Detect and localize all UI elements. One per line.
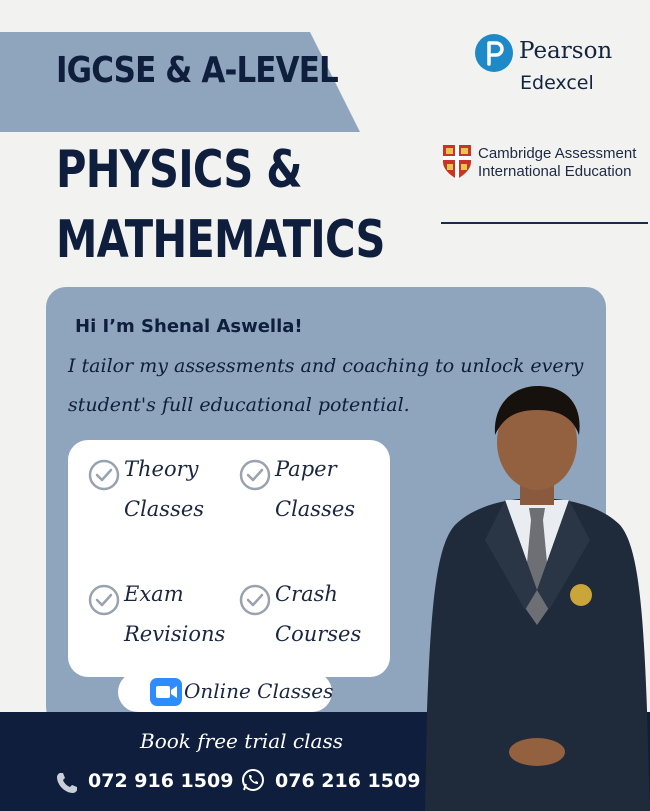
greeting: Hi I’m Shenal Aswella!	[75, 316, 303, 337]
headline-line-1: PHYSICS &	[56, 140, 302, 200]
headline-line-2: MATHEMATICS	[56, 210, 385, 270]
clasped-hands	[509, 738, 565, 766]
tutor-photo	[425, 380, 650, 811]
tagline-line-1: I tailor my assessments and coaching to unlock every	[68, 355, 584, 377]
pearson-name: Pearson	[519, 38, 613, 64]
divider-line	[441, 222, 648, 224]
service-line-2: Classes	[124, 497, 205, 521]
tagline-line-2: student's full educational potential.	[68, 394, 410, 416]
check-circle-icon	[88, 459, 120, 491]
cambridge-line-1: Cambridge Assessment	[478, 145, 637, 162]
edexcel-name: Edexcel	[520, 72, 594, 94]
book-trial-cta[interactable]: Book free trial class	[140, 729, 343, 753]
cambridge-shield-logo-icon	[442, 144, 472, 180]
service-line-1: Paper	[275, 457, 337, 481]
service-line-2: Classes	[275, 497, 356, 521]
service-line-1: Exam	[124, 582, 184, 606]
banner-title: IGCSE & A-LEVEL	[56, 50, 338, 91]
zoom-video-icon	[150, 678, 182, 706]
check-circle-icon	[239, 584, 271, 616]
phone-number[interactable]: 072 916 1509	[88, 770, 234, 792]
service-line-2: Revisions	[124, 622, 226, 646]
service-line-2: Courses	[275, 622, 362, 646]
check-circle-icon	[88, 584, 120, 616]
service-line-1: Theory	[124, 457, 199, 481]
pearson-p-logo-icon	[475, 34, 513, 72]
school-badge	[570, 584, 592, 606]
whatsapp-number[interactable]: 076 216 1509	[275, 770, 421, 792]
whatsapp-icon	[241, 768, 265, 792]
cambridge-line-2: International Education	[478, 163, 632, 180]
check-circle-icon	[239, 459, 271, 491]
online-classes-label: Online Classes	[184, 679, 334, 703]
phone-icon	[55, 771, 79, 795]
service-line-1: Crash	[275, 582, 338, 606]
